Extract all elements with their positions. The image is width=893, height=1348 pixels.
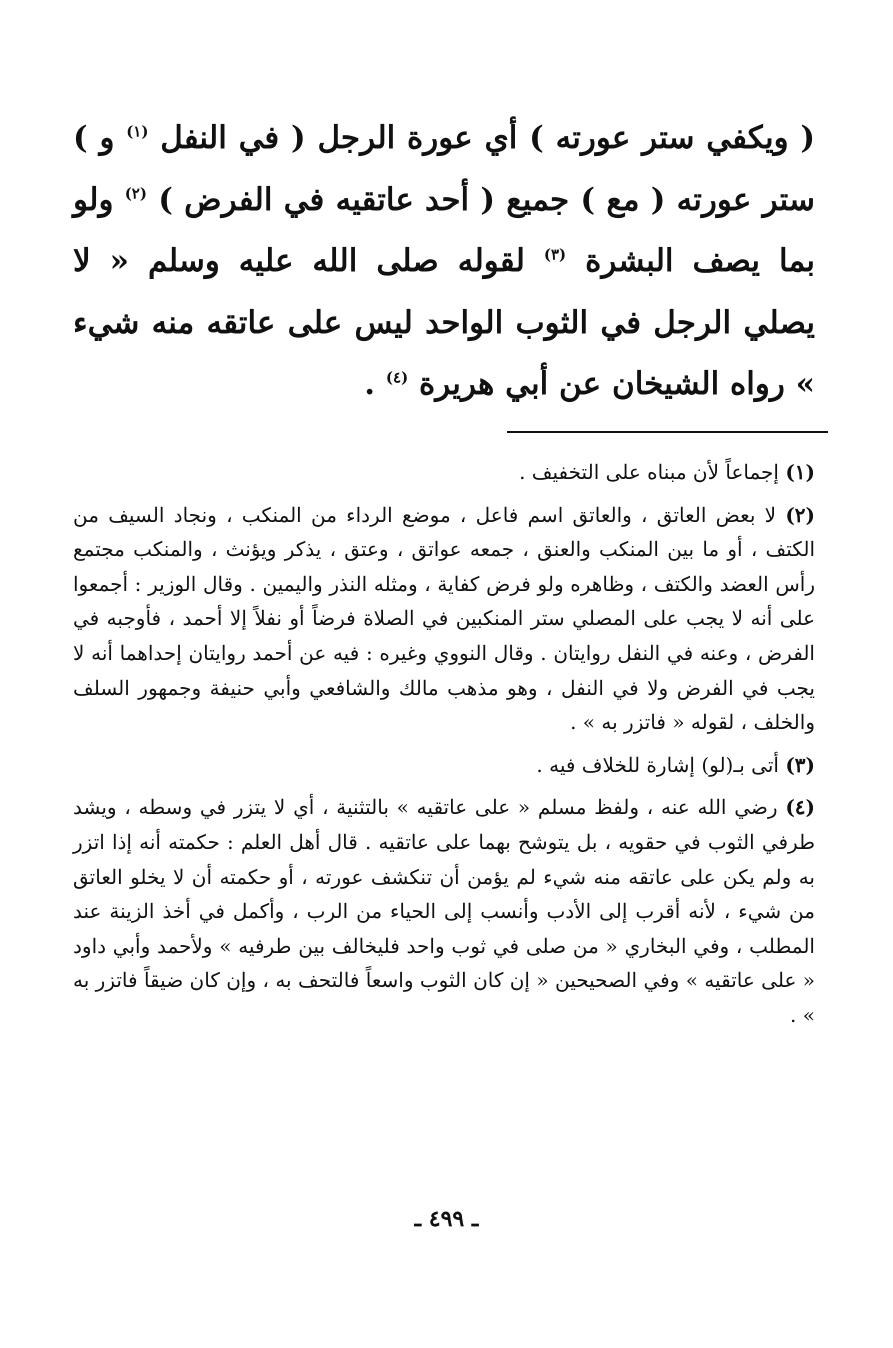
footnote-number: (٤) [785,795,816,820]
footnotes-section [73,455,815,1041]
footnote-4 [73,790,815,1032]
main-body-text [73,108,815,416]
footnote-2 [73,498,815,740]
footnote-text: إجماعاً لأن مبناه على التخفيف . [519,460,779,484]
footnote-number: (٣) [785,752,815,777]
footnote-3 [73,748,815,783]
footnote-number: (٢) [785,502,815,527]
footnote-text: رضي الله عنه ، ولفظ مسلم « على عاتقيه » بالتثنية ، أي لا يتزر في وسطه ، ويشد طرفي الثوب في حقويه ، بل يتوشح بهما على عاتقيه . قال أهل العلم : حكمته أنه إذا اتزر به ولم يكن على عاتقه منه شيء لم يؤمن أن تنكشف عورته ، أو حكمته أن لا يخلو العاتق من شيء ، لأنه أقرب إلى الأدب وأنسب إلى الحياء من الرب ، وأكمل في أخذ الزينة عند المطلب ، وفي البخاري « من صلى في ثوب واحد فليخالف بين طرفيه » ولأحمد وأبي داود « على عاتقيه » وفي الصحيحين « إن كان الثوب واسعاً فالتحف به ، وإن كان ضيقاً فاتزر به » . [73,795,815,1027]
main-text-part-4: لقوله صلى الله عليه وسلم « لا يصلي الرجل في الثوب الواحد ليس على عاتقه منه شيء » رواه الشيخان عن أبي هريرة [73,243,815,402]
footnote-number: (١) [785,460,815,484]
footnote-ref-3[interactable]: (٣) [543,245,567,264]
page-number: ـ ٤٩٩ ـ [414,1206,479,1232]
footnote-ref-1[interactable]: (١) [126,122,149,141]
footnote-text: لا بعض العاتق ، والعاتق اسم فاعل ، موضع الرداء من المنكب ، ونجاد السيف من الكتف ، أو ما بين المنكب والعنق ، جمعه عواتق ، وعتق ، يذكر ويؤنث ، والمنكب مجتمع رأس العضد والكتف ، وظاهره ولو فرض كفاية ، ومثله النذر واليمين . وقال الوزير : أجمعوا على أنه لا يجب على المصلي ستر المنكبين في الصلاة فرضاً أو نفلاً إلا أحمد ، فأوجبه في الفرض ، وعنه في النفل روايتان . وقال النووي وغيره : فيه عن أحمد روايتان إحداهما أنه لا يجب في الفرض ولا في النفل ، وهو مذهب مالك والشافعي وأبي حنيفة وجمهور السلف والخلف ، لقوله « فاتزر به » . [73,502,815,735]
footnote-ref-4[interactable]: (٤) [385,368,409,387]
footnote-text: أتى بـ(لو) إشارة للخلاف فيه . [536,752,779,777]
main-text-part-1: ( ويكفي ستر عورته ) أي عورة الرجل ( في النفل [148,120,815,156]
main-paragraph [73,108,815,416]
main-text-part-5: . [364,366,386,402]
footnote-ref-2[interactable]: (٢) [124,184,147,203]
footnote-separator [507,431,828,433]
footnote-1 [73,455,815,490]
main-text-part-2: و ) ستر عورته ( مع ) جميع ( أحد عاتقيه في الفرض ) [73,120,816,218]
main-text-part-3: ولو بما يصف البشرة [73,181,816,279]
